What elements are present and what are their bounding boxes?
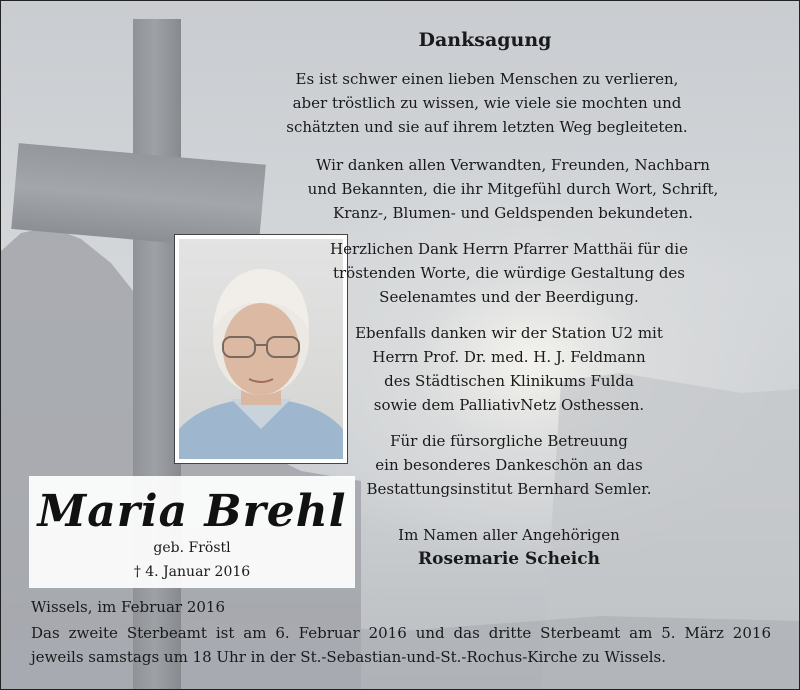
paragraph-line: aber tröstlich zu wissen, wie viele sie mochten und <box>292 94 682 112</box>
paragraph-line: Bestattungsinstitut Bernhard Semler. <box>366 480 652 498</box>
heading-danksagung: Danksagung <box>418 29 552 51</box>
paragraph-line: Seelenamtes und der Beerdigung. <box>379 288 639 306</box>
paragraph-line: ein besonderes Dankeschön an das <box>375 456 643 474</box>
deceased-namebox <box>29 476 355 588</box>
paragraph-line: Ebenfalls danken wir der Station U2 mit <box>355 324 663 342</box>
cross-vertical <box>133 19 181 690</box>
paragraph-line: tröstenden Worte, die würdige Gestaltung des <box>332 264 686 282</box>
paragraph-1 <box>237 67 737 139</box>
birth-name: geb. Fröstl <box>153 540 231 556</box>
paragraph-line: Wir danken allen Verwandten, Freunden, Nachbarn <box>316 156 710 174</box>
place-date: Wissels, im Februar 2016 <box>31 598 225 616</box>
paragraph-line: Es ist schwer einen lieben Menschen zu verlieren, <box>295 70 679 88</box>
closing-line: Im Namen aller Angehörigen <box>398 526 620 544</box>
paragraph-line: Herrn Prof. Dr. med. H. J. Feldmann <box>372 348 646 366</box>
signer-name: Rosemarie Scheich <box>418 549 600 569</box>
paragraph-2 <box>263 153 763 225</box>
service-line-2: jeweils samstags um 18 Uhr in der St.-Sebastian-und-St.-Rochus-Kirche zu Wissels. <box>31 648 666 666</box>
service-line-1: Das zweite Sterbeamt ist am 6. Februar 2016 und das dritte Sterbeamt am 5. März 2016 <box>31 624 771 642</box>
paragraph-line: des Städtischen Klinikums Fulda <box>384 372 634 390</box>
paragraph-line: Für die fürsorgliche Betreuung <box>390 432 628 450</box>
paragraph-line: schätzten und sie auf ihrem letzten Weg begleiteten. <box>286 118 688 136</box>
paragraph-line: Kranz-, Blumen- und Geldspenden bekundeten. <box>333 204 693 222</box>
paragraph-line: Herzlichen Dank Herrn Pfarrer Matthäi für die <box>330 240 688 258</box>
paragraph-3 <box>259 237 759 309</box>
paragraph-line: und Bekannten, die ihr Mitgefühl durch Wort, Schrift, <box>307 180 719 198</box>
deceased-name: Maria Brehl <box>37 486 347 537</box>
death-date: † 4. Januar 2016 <box>133 564 251 580</box>
paragraph-line: sowie dem PalliativNetz Osthessen. <box>373 396 645 414</box>
paragraph-4 <box>259 321 759 417</box>
